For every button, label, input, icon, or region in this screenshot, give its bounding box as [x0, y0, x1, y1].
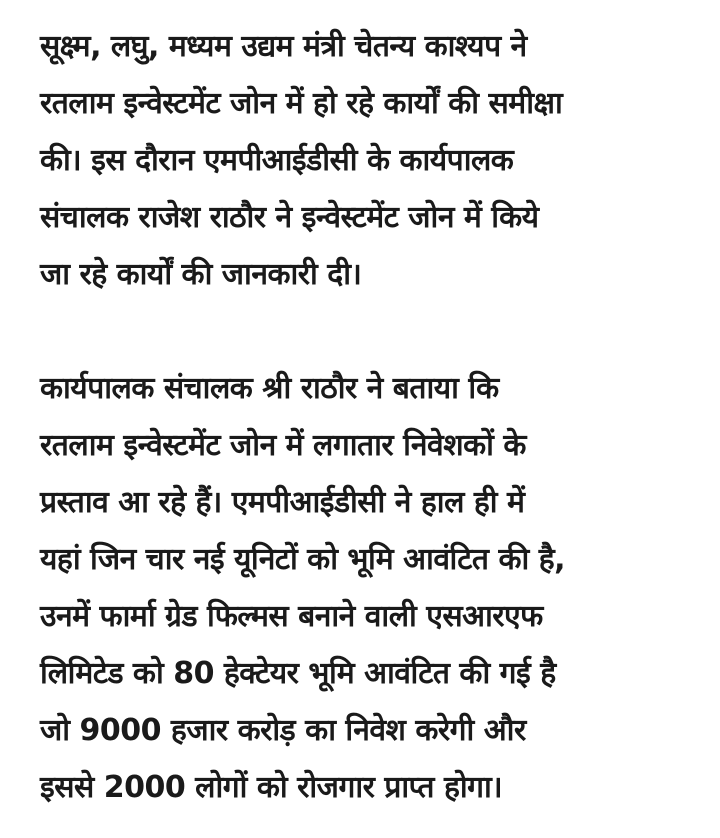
text-line: यहां जिन चार नई यूनिटों को भूमि आवंटित की है, — [40, 542, 566, 577]
text-line: प्रस्ताव आ रहे हैं। एमपीआईडीसी ने हाल ही में — [40, 485, 525, 520]
text-line: जा रहे कार्यों की जानकारी दी। — [40, 257, 362, 292]
text-line: इससे 2000 लोगों को रोजगार प्राप्त होगा। — [40, 770, 503, 805]
text-line: कार्यपालक संचालक श्री राठौर ने बताया कि — [40, 371, 499, 406]
text-line: की। इस दौरान एमपीआईडीसी के कार्यपालक — [40, 143, 514, 178]
text-line: जो 9000 हजार करोड़ का निवेश करेगी और — [40, 713, 526, 748]
text-line: संचालक राजेश राठौर ने इन्वेस्टमेंट जोन में किये — [40, 200, 539, 235]
text-line: रतलाम इन्वेस्टमेंट जोन में हो रहे कार्यों की समीक्षा — [40, 86, 563, 121]
paragraph-spacer — [40, 303, 700, 360]
text-line: लिमिटेड को 80 हेक्टेयर भूमि आवंटित की गई है — [40, 656, 556, 691]
text-line: सूक्ष्म, लघु, मध्यम उद्यम मंत्री चेतन्य काश्यप ने — [40, 29, 527, 64]
text-line: रतलाम इन्वेस्टमेंट जोन में लगातार निवेशकों के — [40, 428, 526, 463]
text-line: उनमें फार्मा ग्रेड फिल्मस बनाने वाली एसआरएफ — [40, 599, 543, 634]
paragraph-2 — [40, 360, 700, 816]
paragraph-1 — [40, 18, 700, 303]
article-body — [40, 18, 700, 816]
